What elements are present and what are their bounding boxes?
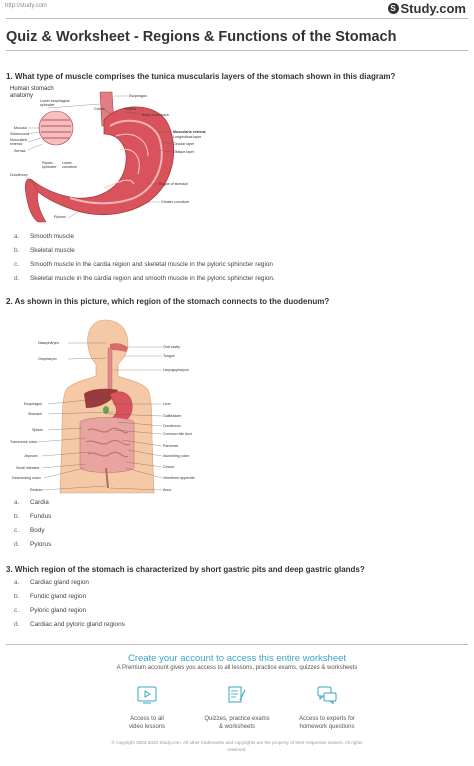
- option-text: Smooth muscle in the cardia region and skeletal muscle in the pyloric sphincter region: [30, 261, 273, 268]
- option-letter: d.: [14, 541, 20, 548]
- q2-option-b[interactable]: [14, 513, 51, 520]
- label-fundus: Fundus: [124, 107, 136, 111]
- option-text: Cardiac and pyloric gland regions: [30, 621, 125, 628]
- option-letter: b.: [14, 593, 20, 600]
- feature-line-2: video lessons: [128, 724, 166, 730]
- label-longitudinal-layer: Longitudinal layer: [173, 135, 202, 139]
- label-gallbladder: Gallbladder: [163, 414, 182, 418]
- option-text: Fundic gland region: [30, 593, 87, 600]
- label-nasopharynx: Nasopharynx: [38, 341, 60, 345]
- label-oropharynx: Oropharynx: [38, 357, 57, 361]
- q2-option-a[interactable]: [14, 499, 49, 506]
- feature-experts[interactable]: [282, 686, 372, 731]
- label-mucosa: Mucosa: [14, 126, 27, 130]
- label-oral-cavity: Oral cavity: [163, 345, 180, 349]
- q1-option-c[interactable]: [14, 261, 273, 268]
- label-anus: Anus: [163, 488, 172, 492]
- option-letter: b.: [14, 247, 20, 254]
- option-text: Cardiac gland region: [30, 579, 89, 586]
- feature-line-1: Access to all: [130, 716, 164, 722]
- label-pyloric-sphincter: sphincter: [42, 165, 57, 169]
- diagram-heading-2: anatomy: [10, 93, 34, 99]
- label-common-bile-duct: Common bile duct: [163, 432, 192, 436]
- label-rectum: Rectum: [30, 488, 43, 492]
- title-divider: [6, 50, 468, 51]
- q2-option-d[interactable]: [14, 541, 51, 548]
- option-letter: a.: [14, 579, 20, 586]
- label-duodenum-2: Duodenum: [163, 424, 181, 428]
- feature-video-lessons[interactable]: [102, 686, 192, 731]
- label-laryngopharynx: Laryngopharynx: [163, 368, 189, 372]
- q1-option-b[interactable]: [14, 247, 75, 254]
- option-letter: c.: [14, 261, 19, 268]
- label-spleen: Spleen: [32, 428, 44, 432]
- label-duodenum: Duodenum: [10, 173, 28, 177]
- header-divider: [6, 18, 468, 19]
- label-esophagus: Esophagus: [129, 94, 147, 98]
- label-cecum: Cecum: [163, 465, 175, 469]
- stomach-anatomy-diagram: [8, 84, 218, 224]
- feature-line-2: & worksheets: [218, 724, 255, 730]
- feature-quizzes[interactable]: [192, 686, 282, 731]
- copyright-footer: [80, 739, 394, 753]
- label-pyloric: Pyloric: [42, 161, 53, 165]
- label-transverse-colon: Transverse colon: [10, 440, 38, 444]
- q2-option-c[interactable]: [14, 527, 45, 534]
- option-letter: c.: [14, 607, 19, 614]
- label-ascending-colon: Ascending colon: [163, 454, 190, 458]
- diagram-heading-1: Human stomach: [10, 86, 54, 92]
- option-text: Body: [30, 527, 45, 534]
- create-account-link[interactable]: Create your account to access this entire worksheet: [127, 653, 347, 664]
- label-liver: Liver: [163, 402, 171, 406]
- label-sphincter: sphincter: [40, 103, 55, 107]
- logo-text: Study.com: [400, 1, 466, 16]
- label-externa: externa: [10, 142, 22, 146]
- option-letter: c.: [14, 527, 19, 534]
- option-text: Fundus: [30, 513, 52, 520]
- feature-line-1: Quizzes, practice exams: [204, 716, 270, 722]
- label-curvature: curvature: [62, 165, 77, 169]
- page-title: Quiz & Worksheet - Regions & Functions of the Stomach: [6, 29, 397, 45]
- feature-line-2: homework questions: [299, 724, 355, 730]
- label-descending-colon: Descending colon: [12, 476, 41, 480]
- question-1: 1. What type of muscle comprises the tunica muscularis layers of the stomach shown in this diagram?: [6, 72, 396, 81]
- cta-subtitle: A Premium account gives you access to all lessons, practice exams, quizzes & worksheets: [116, 665, 358, 671]
- label-greater-curvature: Greater curvature: [161, 200, 190, 204]
- label-tongue: Tongue: [163, 354, 175, 358]
- option-letter: d.: [14, 275, 20, 282]
- label-lower: Lower: [62, 161, 72, 165]
- option-text: Skeletal muscle: [30, 247, 75, 254]
- option-text: Pylorus: [30, 541, 52, 548]
- label-muscularis-externa: Muscularis externa: [173, 130, 206, 134]
- question-3: 3. Which region of the stomach is characterized by short gastric pits and deep gastric glands?: [6, 565, 365, 574]
- option-letter: a.: [14, 499, 20, 506]
- label-jejunum: Jejunum: [24, 454, 38, 458]
- label-serosa: Serosa: [14, 149, 26, 153]
- quiz-icon: [227, 686, 247, 704]
- chat-icon: [317, 686, 337, 704]
- label-pylorus: Pylorus: [54, 215, 66, 219]
- copyright-line-2: reserved.: [227, 747, 247, 752]
- label-lower-esophageal: Lower esophageal: [40, 99, 70, 103]
- label-circular-layer: Circular layer: [173, 142, 195, 146]
- option-letter: b.: [14, 513, 20, 520]
- logo-mark-icon: S: [388, 3, 399, 14]
- option-text: Cardia: [30, 499, 49, 506]
- label-stomach: Stomach: [28, 412, 43, 416]
- label-body-of-stomach: Body of stomach: [142, 113, 169, 117]
- option-text: Smooth muscle: [30, 233, 75, 240]
- label-submucosa: Submucosa: [10, 132, 29, 136]
- cta-divider: [6, 644, 468, 645]
- label-muscularis: Muscularis: [10, 138, 28, 142]
- q3-option-c[interactable]: [14, 607, 86, 614]
- q3-option-b[interactable]: [14, 593, 86, 600]
- label-oblique-layer: Oblique layer: [173, 150, 195, 154]
- option-letter: d.: [14, 621, 20, 628]
- question-2: 2. As shown in this picture, which region of the stomach connects to the duodenum?: [6, 297, 330, 306]
- option-letter: a.: [14, 233, 20, 240]
- copyright-line-1: © copyright 2003-2020 Study.com. All other trademarks and copyrights are the property of their respective owners. All rights: [111, 740, 363, 745]
- label-pancreas: Pancreas: [163, 444, 179, 448]
- label-rugae: Rugae of stomach: [159, 182, 189, 186]
- label-vermiform-appendix: Vermiform appendix: [163, 476, 195, 480]
- video-icon: [137, 686, 157, 704]
- label-cardia: Cardia: [94, 107, 105, 111]
- top-bar: [0, 0, 474, 14]
- option-text: Skeletal muscle in the cardia region and smooth muscle in the pyloric sphincter region.: [30, 275, 275, 282]
- q3-option-d[interactable]: [14, 621, 125, 628]
- q1-option-a[interactable]: [14, 233, 74, 240]
- label-small-intestine: Small intestine: [16, 466, 40, 470]
- study-logo[interactable]: [388, 1, 467, 16]
- option-text: Pyloric gland region: [30, 607, 87, 614]
- q3-option-a[interactable]: [14, 579, 89, 586]
- feature-line-1: Access to experts for: [298, 716, 356, 722]
- label-esophagus-2: Esophagus: [24, 402, 42, 406]
- digestive-system-diagram: [10, 318, 200, 498]
- q1-option-d[interactable]: [14, 275, 275, 282]
- page-url: http://study.com: [5, 3, 47, 9]
